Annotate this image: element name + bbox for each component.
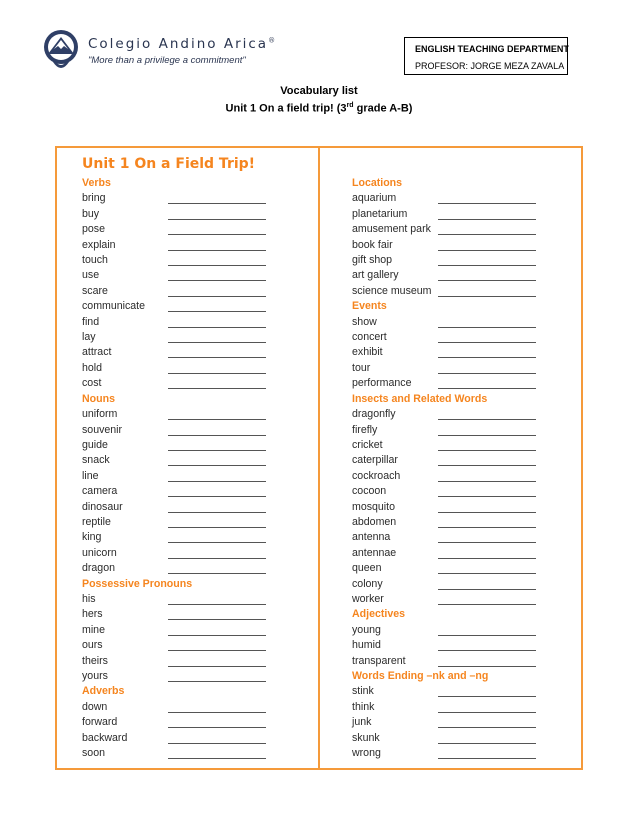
vocab-word: caterpillar: [352, 454, 398, 467]
vocab-word: hold: [82, 361, 103, 374]
section-header-adverbs: Adverbs: [82, 685, 125, 698]
vocab-item: [352, 500, 488, 515]
vocab-item: [352, 731, 488, 746]
answer-line: [438, 234, 536, 235]
answer-line: [438, 342, 536, 343]
vocab-item: [352, 638, 488, 653]
vocab-item: [352, 561, 488, 576]
vocab-item: [352, 315, 488, 330]
vocab-word: pose: [82, 223, 105, 236]
answer-line: [438, 527, 536, 528]
vocab-word: line: [82, 469, 99, 482]
answer-line: [438, 465, 536, 466]
answer-line: [438, 650, 536, 651]
vocab-word: hers: [82, 608, 103, 621]
answer-line: [438, 604, 536, 605]
answer-line: [168, 280, 266, 281]
answer-line: [168, 743, 266, 744]
vocab-word: cocoon: [352, 485, 387, 498]
vocab-item: [82, 700, 255, 715]
school-name: Colegio Andino Arica®: [88, 36, 276, 52]
document-subtitle: Unit 1 On a field trip! (3rd grade A-B): [225, 102, 413, 115]
vocab-item: [82, 561, 255, 576]
answer-line: [168, 619, 266, 620]
vocab-word: use: [82, 269, 100, 282]
vocab-word: dragon: [82, 562, 115, 575]
vocab-item: [82, 299, 255, 314]
vocab-word: guide: [82, 438, 108, 451]
vocab-item: [82, 623, 255, 638]
vocab-item: [352, 207, 488, 222]
vocab-item: [352, 376, 488, 391]
vocab-word: yours: [82, 670, 108, 682]
registered-mark: ®: [268, 36, 276, 45]
answer-line: [168, 465, 266, 466]
vocab-item: [352, 700, 488, 715]
answer-line: [168, 357, 266, 358]
vocab-word: science museum: [352, 284, 432, 297]
vocab-word: lay: [82, 331, 96, 344]
answer-line: [438, 542, 536, 543]
vocab-item: [352, 484, 488, 499]
vocab-item: [82, 715, 255, 730]
answer-line: [438, 327, 536, 328]
answer-line: [438, 296, 536, 297]
vocab-item: [82, 238, 255, 253]
vocab-item: [82, 423, 255, 438]
vocab-word: scare: [82, 284, 108, 297]
vocab-item: [352, 407, 488, 422]
answer-line: [438, 496, 536, 497]
vocab-word: his: [82, 592, 96, 605]
vocab-word: explain: [82, 238, 116, 251]
vocab-item: [352, 284, 488, 299]
vocabulary-left-column: [82, 152, 255, 761]
answer-line: [168, 219, 266, 220]
vocab-item: [82, 268, 255, 283]
vocab-word: souvenir: [82, 423, 123, 436]
vocab-item: [352, 253, 488, 268]
vocab-word: ours: [82, 639, 103, 652]
answer-line: [168, 573, 266, 574]
vocab-item: [352, 345, 488, 360]
answer-line: [438, 250, 536, 251]
vocab-item: [352, 238, 488, 253]
answer-line: [168, 481, 266, 482]
section-header-adjectives: Adjectives: [352, 608, 405, 621]
section-header-nouns: Nouns: [82, 392, 115, 405]
vocab-word: uniform: [82, 408, 118, 421]
school-logo-icon: [40, 28, 82, 78]
vocab-item: [82, 330, 255, 345]
vocab-word: soon: [82, 747, 105, 760]
vocab-word: worker: [352, 592, 384, 605]
answer-line: [438, 373, 536, 374]
answer-line: [168, 650, 266, 651]
vocab-word: transparent: [352, 654, 406, 667]
answer-line: [168, 666, 266, 667]
answer-line: [168, 265, 266, 266]
answer-line: [438, 450, 536, 451]
title-spacer: [352, 152, 488, 176]
section-header-events: Events: [352, 300, 387, 313]
vocab-word: wrong: [352, 747, 381, 760]
vocab-word: colony: [352, 577, 383, 590]
answer-line: [168, 388, 266, 389]
vocab-word: camera: [82, 485, 118, 498]
answer-line: [168, 203, 266, 204]
answer-line: [168, 512, 266, 513]
vocabulary-title: Unit 1 On a Field Trip!: [82, 156, 256, 172]
answer-line: [438, 696, 536, 697]
vocab-item: [352, 715, 488, 730]
vocab-word: humid: [352, 639, 381, 652]
answer-line: [438, 219, 536, 220]
answer-line: [168, 373, 266, 374]
vocab-word: attract: [82, 346, 112, 359]
vocab-word: young: [352, 623, 381, 636]
vocab-word: cockroach: [352, 469, 401, 482]
vocabulary-right-column: [352, 152, 488, 761]
vocab-item: [82, 607, 255, 622]
answer-line: [438, 635, 536, 636]
vocab-item: [82, 407, 255, 422]
answer-line: [168, 450, 266, 451]
vocab-item: [82, 453, 255, 468]
answer-line: [438, 481, 536, 482]
answer-line: [168, 496, 266, 497]
vocab-word: unicorn: [82, 546, 117, 559]
answer-line: [168, 681, 266, 682]
vocab-word: dinosaur: [82, 500, 123, 513]
vocab-word: antennae: [352, 546, 397, 559]
answer-line: [168, 234, 266, 235]
answer-line: [168, 635, 266, 636]
vocab-item: [352, 746, 488, 761]
department-name: ENGLISH TEACHING DEPARTMENT: [415, 44, 569, 54]
answer-line: [438, 203, 536, 204]
vocab-item: [82, 284, 255, 299]
answer-line: [168, 311, 266, 312]
vocab-word: mosquito: [352, 500, 395, 513]
answer-line: [438, 388, 536, 389]
answer-line: [438, 265, 536, 266]
document-title: Vocabulary list: [280, 85, 358, 97]
vocab-item: [82, 746, 255, 761]
answer-line: [168, 604, 266, 605]
answer-line: [438, 573, 536, 574]
vocab-item: [352, 515, 488, 530]
vocab-item: [352, 438, 488, 453]
vocab-word: art gallery: [352, 269, 399, 282]
answer-line: [438, 758, 536, 759]
vocab-item: [352, 361, 488, 376]
vocab-item: [82, 546, 255, 561]
vocab-item: [82, 530, 255, 545]
vocab-item: [82, 207, 255, 222]
vocab-item: [352, 222, 488, 237]
vocab-word: exhibit: [352, 346, 383, 359]
vocab-word: snack: [82, 454, 110, 467]
vocab-item: [82, 315, 255, 330]
vocab-word: backward: [82, 731, 128, 744]
vocab-word: think: [352, 700, 375, 713]
vocab-item: [352, 592, 488, 607]
vocab-word: communicate: [82, 300, 145, 313]
vocab-item: [352, 423, 488, 438]
vocab-word: mine: [82, 623, 105, 636]
vocab-item: [82, 376, 255, 391]
vocab-item: [82, 438, 255, 453]
vocab-item: [82, 500, 255, 515]
vocab-word: show: [352, 315, 377, 328]
answer-line: [168, 758, 266, 759]
vocab-word: tour: [352, 361, 371, 374]
section-header-words-ending-nk-and-ng: Words Ending –nk and –ng: [352, 670, 489, 682]
vocab-item: [82, 669, 255, 684]
answer-line: [168, 327, 266, 328]
answer-line: [168, 296, 266, 297]
vocab-item: [82, 654, 255, 669]
answer-line: [438, 743, 536, 744]
section-header-locations: Locations: [352, 177, 403, 189]
vocab-item: [352, 191, 488, 206]
answer-line: [168, 527, 266, 528]
section-header-verbs: Verbs: [82, 177, 111, 189]
section-header-insects-and-related-words: Insects and Related Words: [352, 392, 488, 405]
vocab-item: [352, 330, 488, 345]
vocab-word: dragonfly: [352, 408, 396, 421]
vocab-item: [352, 623, 488, 638]
vocab-word: forward: [82, 716, 118, 729]
answer-line: [438, 666, 536, 667]
answer-line: [438, 558, 536, 559]
vocab-item: [352, 684, 488, 699]
vocab-item: [352, 530, 488, 545]
section-header-possessive-pronouns: Possessive Pronouns: [82, 577, 193, 590]
vocab-word: find: [82, 315, 100, 328]
vocab-word: gift shop: [352, 254, 393, 267]
vocab-word: theirs: [82, 654, 108, 667]
vocab-word: cricket: [352, 438, 383, 451]
vocab-word: touch: [82, 254, 108, 267]
school-motto: "More than a privilege a commitment": [88, 55, 246, 66]
vocab-item: [82, 731, 255, 746]
vocab-word: junk: [352, 716, 372, 729]
answer-line: [168, 542, 266, 543]
vocab-item: [82, 592, 255, 607]
answer-line: [438, 435, 536, 436]
answer-line: [168, 727, 266, 728]
vocab-word: performance: [352, 377, 412, 390]
answer-line: [168, 712, 266, 713]
vocab-word: down: [82, 700, 108, 713]
vocab-item: [352, 469, 488, 484]
vocab-item: [82, 638, 255, 653]
vocab-word: bring: [82, 192, 106, 205]
department-box: [404, 37, 568, 75]
vocab-word: antenna: [352, 531, 391, 544]
vocab-item: [82, 484, 255, 499]
answer-line: [438, 419, 536, 420]
answer-line: [438, 280, 536, 281]
vocab-word: aquarium: [352, 192, 397, 205]
vocab-word: concert: [352, 331, 387, 344]
vocab-item: [82, 469, 255, 484]
answer-line: [438, 357, 536, 358]
answer-line: [438, 589, 536, 590]
vocab-item: [352, 577, 488, 592]
vocab-item: [352, 453, 488, 468]
vocab-word: king: [82, 531, 102, 544]
vocab-item: [352, 546, 488, 561]
teacher-name: PROFESOR: JORGE MEZA ZAVALA: [415, 61, 565, 71]
vocab-word: reptile: [82, 515, 111, 528]
answer-line: [438, 727, 536, 728]
vocab-item: [82, 253, 255, 268]
column-divider: [318, 148, 320, 768]
vocab-word: book fair: [352, 238, 393, 251]
vocab-word: amusement park: [352, 223, 431, 236]
answer-line: [438, 712, 536, 713]
vocab-word: buy: [82, 207, 100, 220]
vocab-item: [352, 268, 488, 283]
vocab-item: [82, 191, 255, 206]
vocab-item: [352, 654, 488, 669]
answer-line: [438, 512, 536, 513]
answer-line: [168, 558, 266, 559]
answer-line: [168, 250, 266, 251]
answer-line: [168, 342, 266, 343]
vocab-word: stink: [352, 685, 374, 698]
vocab-item: [82, 222, 255, 237]
vocab-word: firefly: [352, 423, 378, 436]
vocab-item: [82, 361, 255, 376]
vocab-item: [82, 515, 255, 530]
answer-line: [168, 419, 266, 420]
answer-line: [168, 435, 266, 436]
vocab-item: [82, 345, 255, 360]
vocab-word: abdomen: [352, 515, 397, 528]
vocab-word: planetarium: [352, 207, 408, 220]
vocab-word: cost: [82, 377, 102, 390]
vocab-word: skunk: [352, 731, 380, 744]
vocab-word: queen: [352, 562, 382, 575]
